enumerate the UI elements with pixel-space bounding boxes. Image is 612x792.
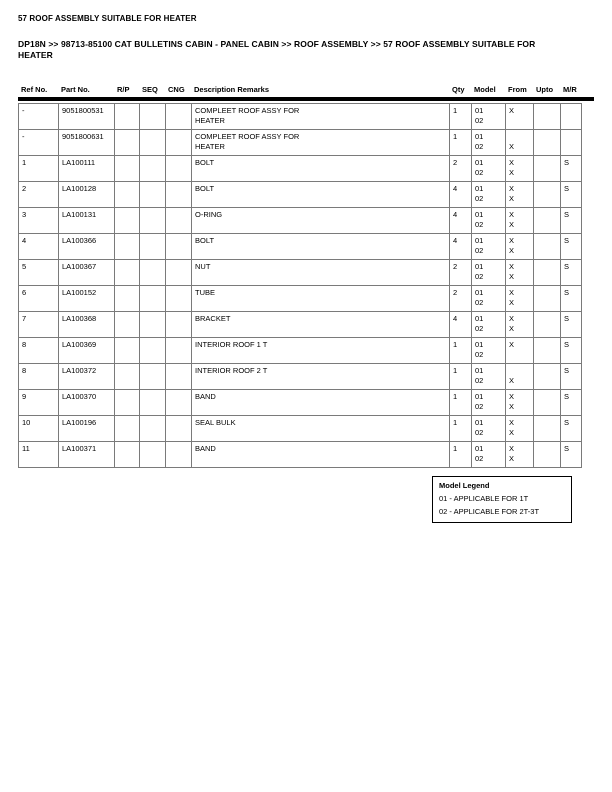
cell-from: X X [506,442,534,468]
cell-upto [534,104,561,130]
table-row [19,364,582,390]
cell-qty: 4 [450,208,472,234]
cell-qty: 1 [450,364,472,390]
cell-from: X X [506,390,534,416]
cell-qty: 2 [450,156,472,182]
header-rule [18,97,594,101]
table-row [19,234,582,260]
cell-cng [166,208,192,234]
cell-model: 01 02 [472,182,506,208]
cell-seq [140,182,166,208]
cell-rp [115,234,140,260]
table-row [19,390,582,416]
cell-desc: BAND [192,442,450,468]
cell-model: 01 02 [472,260,506,286]
cell-part: LA100367 [59,260,115,286]
cell-rp [115,416,140,442]
cell-rp [115,442,140,468]
column-header: Ref No. [21,85,48,94]
cell-ref: 8 [19,338,59,364]
cell-from: X X [506,286,534,312]
cell-from: X [506,338,534,364]
table-row [19,416,582,442]
cell-part: LA100152 [59,286,115,312]
column-header: From [508,85,527,94]
cell-rp [115,130,140,156]
cell-seq [140,104,166,130]
parts-table-body [18,103,582,468]
cell-ref: 8 [19,364,59,390]
cell-seq [140,234,166,260]
cell-upto [534,286,561,312]
cell-mr: S [561,312,582,338]
cell-upto [534,130,561,156]
cell-from: X X [506,156,534,182]
cell-desc: BOLT [192,156,450,182]
cell-ref: 9 [19,390,59,416]
legend-item: 02 - APPLICABLE FOR 2T-3T [439,507,540,516]
cell-cng [166,390,192,416]
cell-from: X [506,104,534,130]
cell-seq [140,364,166,390]
cell-seq [140,156,166,182]
cell-mr: S [561,442,582,468]
cell-mr: S [561,416,582,442]
table-row [19,130,582,156]
cell-model: 01 02 [472,286,506,312]
table-header-row [18,85,594,97]
cell-mr: S [561,286,582,312]
cell-from: X X [506,416,534,442]
cell-from: X X [506,234,534,260]
table-row [19,286,582,312]
cell-upto [534,416,561,442]
column-header: Description Remarks [194,85,270,94]
cell-seq [140,286,166,312]
page-title: 57 ROOF ASSEMBLY SUITABLE FOR HEATER [18,14,197,23]
cell-cng [166,312,192,338]
cell-cng [166,416,192,442]
cell-rp [115,104,140,130]
cell-mr: S [561,390,582,416]
cell-desc: SEAL BULK [192,416,450,442]
cell-part: 9051800631 [59,130,115,156]
cell-mr: S [561,234,582,260]
cell-upto [534,390,561,416]
cell-ref: 1 [19,156,59,182]
column-header: SEQ [142,85,158,94]
cell-cng [166,442,192,468]
cell-part: LA100366 [59,234,115,260]
cell-mr: S [561,182,582,208]
column-header: Qty [452,85,465,94]
cell-ref: 3 [19,208,59,234]
cell-desc: BRACKET [192,312,450,338]
cell-seq [140,312,166,338]
cell-qty: 4 [450,182,472,208]
cell-desc: TUBE [192,286,450,312]
cell-seq [140,390,166,416]
cell-ref: 6 [19,286,59,312]
cell-part: LA100131 [59,208,115,234]
cell-part: LA100372 [59,364,115,390]
cell-qty: 2 [450,260,472,286]
cell-model: 01 02 [472,208,506,234]
cell-desc: COMPLEET ROOF ASSY FOR HEATER [192,104,450,130]
table-row [19,156,582,182]
cell-mr [561,130,582,156]
cell-ref: 10 [19,416,59,442]
cell-part: LA100128 [59,182,115,208]
cell-cng [166,156,192,182]
model-legend [432,476,572,523]
cell-part: LA100111 [59,156,115,182]
cell-mr: S [561,338,582,364]
cell-upto [534,234,561,260]
cell-from: X X [506,260,534,286]
cell-cng [166,182,192,208]
cell-cng [166,260,192,286]
column-header: M/R [563,85,577,94]
cell-seq [140,130,166,156]
cell-part: LA100371 [59,442,115,468]
cell-mr: S [561,156,582,182]
model-legend-title: Model Legend [439,481,490,490]
cell-qty: 1 [450,416,472,442]
cell-part: 9051800531 [59,104,115,130]
cell-model: 01 02 [472,390,506,416]
cell-part: LA100196 [59,416,115,442]
cell-desc: NUT [192,260,450,286]
cell-part: LA100369 [59,338,115,364]
cell-model: 01 02 [472,364,506,390]
table-row [19,338,582,364]
cell-model: 01 02 [472,312,506,338]
cell-from: X X [506,312,534,338]
column-header: Model [474,85,496,94]
cell-desc: COMPLEET ROOF ASSY FOR HEATER [192,130,450,156]
model-legend-items [439,494,566,517]
cell-model: 01 02 [472,338,506,364]
cell-desc: INTERIOR ROOF 1 T [192,338,450,364]
cell-ref: - [19,130,59,156]
cell-upto [534,312,561,338]
cell-seq [140,416,166,442]
cell-mr [561,104,582,130]
cell-model: 01 02 [472,442,506,468]
cell-qty: 1 [450,130,472,156]
cell-ref: 4 [19,234,59,260]
cell-model: 01 02 [472,156,506,182]
cell-rp [115,260,140,286]
cell-rp [115,286,140,312]
cell-desc: BAND [192,390,450,416]
cell-qty: 2 [450,286,472,312]
cell-cng [166,286,192,312]
cell-qty: 1 [450,390,472,416]
column-header: CNG [168,85,185,94]
cell-seq [140,338,166,364]
cell-cng [166,234,192,260]
cell-cng [166,104,192,130]
cell-seq [140,260,166,286]
cell-rp [115,156,140,182]
cell-model: 01 02 [472,416,506,442]
table-row [19,260,582,286]
table-row [19,208,582,234]
cell-upto [534,208,561,234]
cell-cng [166,130,192,156]
column-header: Part No. [61,85,90,94]
cell-rp [115,182,140,208]
cell-cng [166,338,192,364]
cell-qty: 1 [450,104,472,130]
cell-qty: 1 [450,442,472,468]
cell-seq [140,442,166,468]
cell-rp [115,364,140,390]
legend-item: 01 - APPLICABLE FOR 1T [439,494,529,503]
column-header: R/P [117,85,130,94]
cell-part: LA100370 [59,390,115,416]
cell-seq [140,208,166,234]
cell-upto [534,182,561,208]
cell-ref: 7 [19,312,59,338]
table-row [19,312,582,338]
cell-from: X [506,130,534,156]
cell-model: 01 02 [472,130,506,156]
cell-cng [166,364,192,390]
cell-desc: BOLT [192,182,450,208]
cell-rp [115,390,140,416]
cell-upto [534,338,561,364]
cell-upto [534,364,561,390]
cell-ref: 5 [19,260,59,286]
breadcrumb: DP18N >> 98713-85100 CAT BULLETINS CABIN - PANEL CABIN >> ROOF ASSEMBLY >> 57 ROOF ASSEMBLY SUITABLE FOR HEATER [18,39,536,60]
cell-model: 01 02 [472,234,506,260]
cell-desc: BOLT [192,234,450,260]
cell-upto [534,442,561,468]
table-row [19,182,582,208]
cell-qty: 4 [450,234,472,260]
cell-rp [115,208,140,234]
cell-from: X [506,364,534,390]
cell-qty: 1 [450,338,472,364]
cell-ref: 11 [19,442,59,468]
cell-mr: S [561,260,582,286]
cell-ref: - [19,104,59,130]
column-header: Upto [536,85,554,94]
cell-from: X X [506,182,534,208]
cell-desc: INTERIOR ROOF 2 T [192,364,450,390]
cell-upto [534,156,561,182]
cell-rp [115,338,140,364]
table-row [19,104,582,130]
cell-upto [534,260,561,286]
cell-mr: S [561,208,582,234]
table-row [19,442,582,468]
cell-part: LA100368 [59,312,115,338]
cell-model: 01 02 [472,104,506,130]
cell-from: X X [506,208,534,234]
cell-ref: 2 [19,182,59,208]
cell-rp [115,312,140,338]
cell-desc: O-RING [192,208,450,234]
cell-qty: 4 [450,312,472,338]
cell-mr: S [561,364,582,390]
